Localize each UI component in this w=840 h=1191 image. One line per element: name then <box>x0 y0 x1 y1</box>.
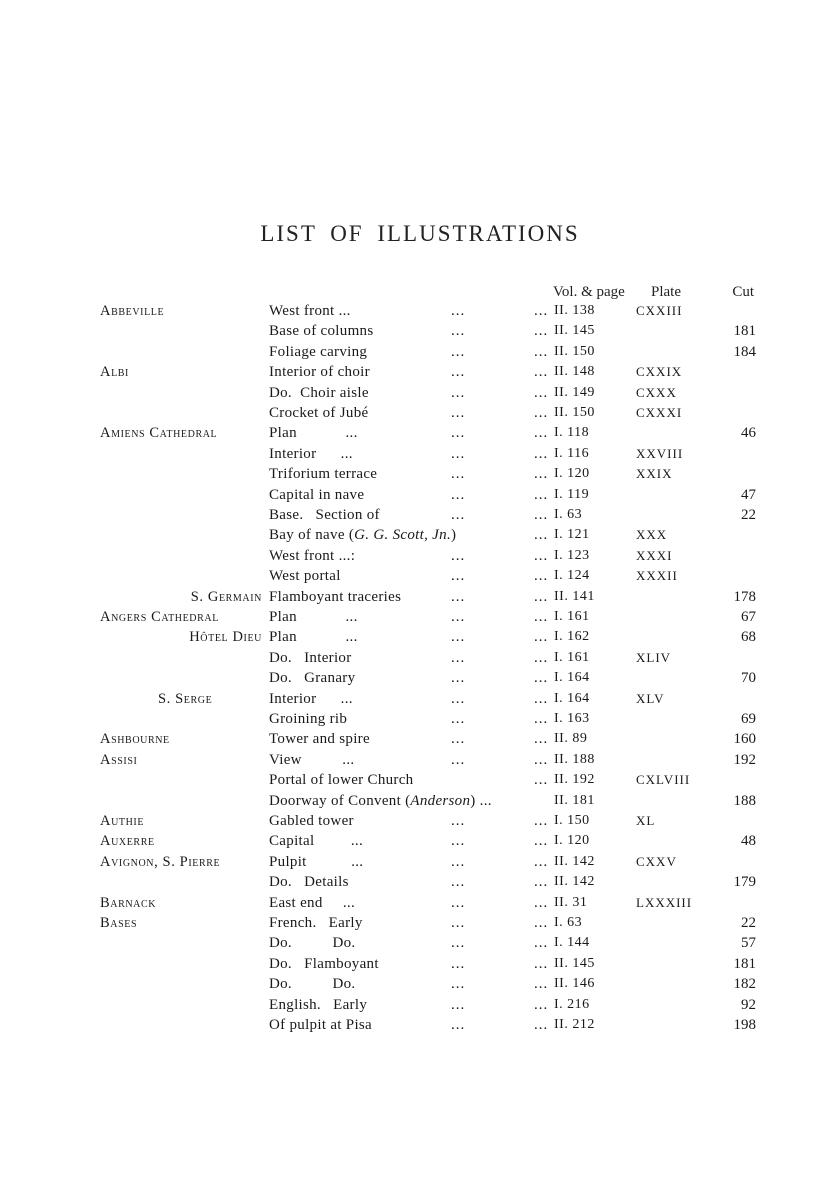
leader-dots: ... <box>534 588 549 605</box>
subject-end: ) <box>451 527 457 544</box>
cut-number: 198 <box>733 1017 756 1033</box>
cut-number: 181 <box>733 323 756 340</box>
subject-text <box>269 893 355 913</box>
volume-page: I. 118 <box>554 425 590 441</box>
subject-main: Crocket of Jubé <box>269 405 369 421</box>
subject-main: Pulpit ... <box>269 853 364 870</box>
subject-main: Portal of lower Church <box>269 772 414 789</box>
volume-page: II. 142 <box>554 874 595 890</box>
cut-number: 22 <box>741 915 756 931</box>
volume-page: I. 121 <box>554 527 590 543</box>
subject-text <box>269 464 377 484</box>
leader-dots: ... <box>534 894 549 911</box>
subject-main: Interior ... <box>269 445 353 462</box>
volume-page: I. 164 <box>554 690 590 706</box>
subject-main: Do. Choir aisle <box>269 384 369 401</box>
list-row <box>0 403 840 423</box>
leader-dots: ... <box>451 731 466 748</box>
list-row <box>0 954 840 974</box>
subject-text <box>269 831 363 851</box>
volume-page: I. 161 <box>554 649 590 665</box>
cut-number: 57 <box>741 935 756 952</box>
list-row <box>0 689 840 709</box>
list-row <box>0 505 840 525</box>
leader-dots: ... <box>534 915 549 931</box>
plate-number: CXXIX <box>636 364 683 380</box>
list-row <box>0 423 840 443</box>
leader-dots: ... <box>451 915 466 931</box>
cut-number: 69 <box>741 711 756 727</box>
subject-text <box>269 362 370 382</box>
list-row <box>0 974 840 994</box>
place-name: S. Germain <box>190 588 262 605</box>
list-row <box>0 485 840 505</box>
plate-number: CXXIII <box>636 303 683 318</box>
leader-dots: ... <box>451 1017 466 1033</box>
list-row <box>0 1015 840 1035</box>
subject-text <box>269 770 414 790</box>
leader-dots: ... <box>534 527 549 544</box>
volume-page: II. 212 <box>554 1017 595 1032</box>
leader-dots: ... <box>534 955 549 972</box>
leader-dots: ... <box>534 690 549 707</box>
volume-page: II. 150 <box>554 405 595 420</box>
leader-dots: ... <box>451 486 466 503</box>
leader-dots: ... <box>534 323 549 340</box>
subject-main: Plan ... <box>269 609 358 625</box>
place-name: Albi <box>100 364 129 381</box>
list-row <box>0 852 840 872</box>
volume-page: II. 138 <box>554 303 595 318</box>
leader-dots: ... <box>451 976 466 993</box>
leader-dots: ... <box>451 894 466 911</box>
place-name: Auxerre <box>100 833 155 850</box>
list-row <box>0 546 840 566</box>
subject-text <box>269 852 363 872</box>
list-row <box>0 709 840 729</box>
subject-text <box>269 974 355 994</box>
subject-text <box>269 709 347 729</box>
subject-main: Bay of nave ( <box>269 527 355 544</box>
leader-dots: ... <box>534 405 549 421</box>
volume-page: II. 188 <box>554 751 595 767</box>
subject-main: Plan ... <box>269 425 358 442</box>
leader-dots: ... <box>451 670 466 687</box>
plate-number: XXXI <box>636 547 673 563</box>
cut-number: 179 <box>733 874 756 891</box>
plate-number: XLV <box>636 690 665 706</box>
leader-dots: ... <box>534 976 549 993</box>
list-row <box>0 383 840 403</box>
volume-page: I. 119 <box>554 486 590 502</box>
page-title: LIST OF ILLUSTRATIONS <box>260 221 580 246</box>
place-name: Amiens Cathedral <box>100 425 218 442</box>
leader-dots: ... <box>534 649 549 666</box>
list-row <box>0 444 840 464</box>
cut-number: 22 <box>741 507 756 523</box>
volume-page: II. 148 <box>554 364 595 380</box>
list-row <box>0 729 840 749</box>
list-row <box>0 933 840 953</box>
subject-end: ) ... <box>470 792 492 809</box>
leader-dots: ... <box>451 649 466 666</box>
subject-text <box>269 811 354 831</box>
leader-dots: ... <box>451 364 466 381</box>
leader-dots: ... <box>534 507 549 523</box>
volume-page: I. 144 <box>554 935 590 951</box>
subject-italic: G. G. Scott, Jn. <box>354 527 451 544</box>
column-header-plate: Plate <box>651 284 681 300</box>
list-row <box>0 464 840 484</box>
leader-dots: ... <box>534 609 549 625</box>
plate-number: CXXV <box>636 853 677 869</box>
leader-dots: ... <box>534 711 549 727</box>
leader-dots: ... <box>534 384 549 401</box>
volume-page: II. 145 <box>554 323 595 339</box>
subject-text <box>269 791 492 811</box>
leader-dots: ... <box>451 629 466 646</box>
leader-dots: ... <box>534 935 549 952</box>
subject-main: Capital in nave <box>269 486 365 503</box>
leader-dots: ... <box>534 466 549 483</box>
list-row <box>0 750 840 770</box>
volume-page: I. 150 <box>554 813 590 828</box>
leader-dots: ... <box>451 445 466 462</box>
leader-dots: ... <box>451 303 466 319</box>
list-row <box>0 627 840 647</box>
subject-text <box>269 321 373 341</box>
subject-main: Do. Granary <box>269 670 356 687</box>
cut-number: 182 <box>733 976 756 993</box>
subject-text <box>269 505 380 525</box>
plate-number: LXXXIII <box>636 894 693 910</box>
leader-dots: ... <box>534 425 549 442</box>
subject-main: Do. Flamboyant <box>269 955 379 972</box>
subject-text <box>269 403 368 423</box>
subject-text <box>269 995 367 1015</box>
place-name: Bases <box>100 915 138 931</box>
leader-dots: ... <box>534 364 549 381</box>
plate-number: XXXII <box>636 568 678 584</box>
leader-dots: ... <box>451 813 466 829</box>
leader-dots: ... <box>451 833 466 850</box>
leader-dots: ... <box>451 507 466 523</box>
subject-main: Of pulpit at Pisa <box>269 1017 373 1033</box>
cut-number: 46 <box>741 425 756 442</box>
list-row <box>0 525 840 545</box>
leader-dots: ... <box>451 343 466 360</box>
volume-page: II. 145 <box>554 955 595 971</box>
plate-number: CXXXI <box>636 405 683 420</box>
leader-dots: ... <box>534 1017 549 1033</box>
subject-text <box>269 607 358 627</box>
cut-number: 47 <box>741 486 756 503</box>
subject-main: Interior of choir <box>269 364 370 381</box>
plate-number: CXXX <box>636 384 677 400</box>
place-name: Hôtel Dieu <box>189 629 262 646</box>
plate-number: CXLVIII <box>636 772 691 788</box>
subject-main: East end ... <box>269 894 356 911</box>
cut-number: 160 <box>733 731 756 748</box>
subject-text <box>269 872 349 892</box>
list-row <box>0 566 840 586</box>
subject-main: Do. Do. <box>269 935 356 952</box>
leader-dots: ... <box>451 384 466 401</box>
subject-text <box>269 689 353 709</box>
place-name: Avignon, S. Pierre <box>100 853 221 870</box>
volume-page: II. 141 <box>554 588 595 604</box>
leader-dots: ... <box>451 690 466 707</box>
subject-main: Do. Do. <box>269 976 356 993</box>
leader-dots: ... <box>534 731 549 748</box>
subject-main: Do. Interior <box>269 649 352 666</box>
subject-main: Do. Details <box>269 874 349 891</box>
cut-number: 48 <box>741 833 756 850</box>
leader-dots: ... <box>534 772 549 789</box>
volume-page: I. 216 <box>554 996 590 1012</box>
leader-dots: ... <box>534 486 549 503</box>
cut-number: 192 <box>733 751 756 768</box>
subject-text <box>269 668 355 688</box>
list-row <box>0 607 840 627</box>
leader-dots: ... <box>451 405 466 421</box>
cut-number: 184 <box>733 343 756 360</box>
list-row <box>0 362 840 382</box>
subject-text <box>269 423 358 443</box>
cut-number: 70 <box>741 670 756 687</box>
subject-main: Interior ... <box>269 690 353 707</box>
list-row <box>0 321 840 341</box>
subject-text <box>269 566 341 586</box>
column-header-volpage: Vol. & page <box>553 284 625 300</box>
subject-text <box>269 525 456 545</box>
cut-number: 92 <box>741 996 756 1013</box>
volume-page: I. 124 <box>554 568 590 584</box>
volume-page: I. 123 <box>554 547 590 563</box>
volume-page: II. 181 <box>554 792 595 808</box>
list-row <box>0 791 840 811</box>
leader-dots: ... <box>534 996 549 1013</box>
volume-page: II. 149 <box>554 384 595 400</box>
cut-number: 67 <box>741 609 756 625</box>
subject-main: Base of columns <box>269 323 374 340</box>
list-row <box>0 913 840 933</box>
list-row <box>0 648 840 668</box>
leader-dots: ... <box>534 343 549 360</box>
subject-text <box>269 648 352 668</box>
subject-main: Tower and spire <box>269 731 370 748</box>
subject-text <box>269 933 355 953</box>
leader-dots: ... <box>451 874 466 891</box>
cut-number: 68 <box>741 629 756 646</box>
volume-page: II. 142 <box>554 853 595 869</box>
leader-dots: ... <box>451 466 466 483</box>
list-row <box>0 872 840 892</box>
subject-main: Gabled tower <box>269 813 354 829</box>
subject-text <box>269 1015 372 1035</box>
cut-number: 188 <box>733 792 756 809</box>
list-row <box>0 831 840 851</box>
column-header-cut: Cut <box>732 284 754 300</box>
leader-dots: ... <box>451 853 466 870</box>
place-name: S. Serge <box>158 690 213 707</box>
subject-main: Triforium terrace <box>269 466 378 483</box>
subject-main: West front ...: <box>269 547 356 564</box>
subject-main: West front ... <box>269 303 351 319</box>
volume-page: I. 63 <box>554 507 583 522</box>
list-row <box>0 995 840 1015</box>
leader-dots: ... <box>451 568 466 585</box>
leader-dots: ... <box>451 547 466 564</box>
volume-page: II. 146 <box>554 976 595 992</box>
leader-dots: ... <box>451 609 466 625</box>
subject-italic: Anderson <box>410 792 471 809</box>
subject-text <box>269 587 401 607</box>
list-row <box>0 668 840 688</box>
leader-dots: ... <box>534 303 549 319</box>
volume-page: II. 31 <box>554 894 588 910</box>
subject-text <box>269 342 367 362</box>
subject-main: Base. Section of <box>269 507 380 523</box>
subject-main: West portal <box>269 568 341 585</box>
leader-dots: ... <box>534 874 549 891</box>
subject-main: Groining rib <box>269 711 348 727</box>
subject-text <box>269 954 379 974</box>
subject-main: Flamboyant traceries <box>269 588 402 605</box>
place-name: Ashbourne <box>100 731 170 748</box>
subject-text <box>269 627 358 647</box>
subject-main: French. Early <box>269 915 363 931</box>
volume-page: II. 150 <box>554 343 595 359</box>
volume-page: I. 162 <box>554 629 590 645</box>
subject-text <box>269 444 353 464</box>
list-row <box>0 770 840 790</box>
volume-page: II. 89 <box>554 731 588 747</box>
volume-page: I. 116 <box>554 445 590 461</box>
leader-dots: ... <box>534 629 549 646</box>
subject-main: Plan ... <box>269 629 358 646</box>
leader-dots: ... <box>451 323 466 340</box>
volume-page: II. 192 <box>554 772 595 788</box>
place-name: Abbeville <box>100 303 165 319</box>
volume-page: I. 120 <box>554 466 590 482</box>
volume-page: I. 63 <box>554 915 583 930</box>
place-name: Assisi <box>100 751 138 768</box>
leader-dots: ... <box>534 853 549 870</box>
plate-number: XXIX <box>636 466 673 482</box>
volume-page: I. 161 <box>554 609 590 624</box>
subject-main: View ... <box>269 751 355 768</box>
leader-dots: ... <box>534 833 549 850</box>
place-name: Barnack <box>100 894 157 911</box>
list-row <box>0 893 840 913</box>
plate-number: XXVIII <box>636 445 684 461</box>
subject-main: Doorway of Convent ( <box>269 792 411 809</box>
volume-page: I. 120 <box>554 833 590 849</box>
leader-dots: ... <box>534 547 549 564</box>
subject-text <box>269 729 370 749</box>
leader-dots: ... <box>451 751 466 768</box>
plate-number: XXX <box>636 527 668 543</box>
list-row <box>0 811 840 831</box>
place-name: Authie <box>100 813 145 829</box>
subject-text <box>269 485 364 505</box>
volume-page: I. 163 <box>554 711 590 726</box>
leader-dots: ... <box>534 670 549 687</box>
place-name: Angers Cathedral <box>100 609 219 625</box>
leader-dots: ... <box>534 445 549 462</box>
cut-number: 178 <box>733 588 756 605</box>
leader-dots: ... <box>451 955 466 972</box>
plate-number: XL <box>636 813 656 828</box>
leader-dots: ... <box>451 711 466 727</box>
subject-main: English. Early <box>269 996 368 1013</box>
subject-main: Capital ... <box>269 833 364 850</box>
leader-dots: ... <box>534 813 549 829</box>
subject-text <box>269 913 363 933</box>
subject-text <box>269 546 355 566</box>
subject-text <box>269 301 351 321</box>
list-row <box>0 342 840 362</box>
list-row <box>0 587 840 607</box>
leader-dots: ... <box>451 935 466 952</box>
list-row <box>0 301 840 321</box>
plate-number: XLIV <box>636 649 672 665</box>
leader-dots: ... <box>451 588 466 605</box>
leader-dots: ... <box>451 996 466 1013</box>
leader-dots: ... <box>534 751 549 768</box>
leader-dots: ... <box>534 568 549 585</box>
subject-text <box>269 750 354 770</box>
cut-number: 181 <box>733 955 756 972</box>
subject-text <box>269 383 369 403</box>
volume-page: I. 164 <box>554 670 590 686</box>
subject-main: Foliage carving <box>269 343 368 360</box>
leader-dots: ... <box>451 425 466 442</box>
